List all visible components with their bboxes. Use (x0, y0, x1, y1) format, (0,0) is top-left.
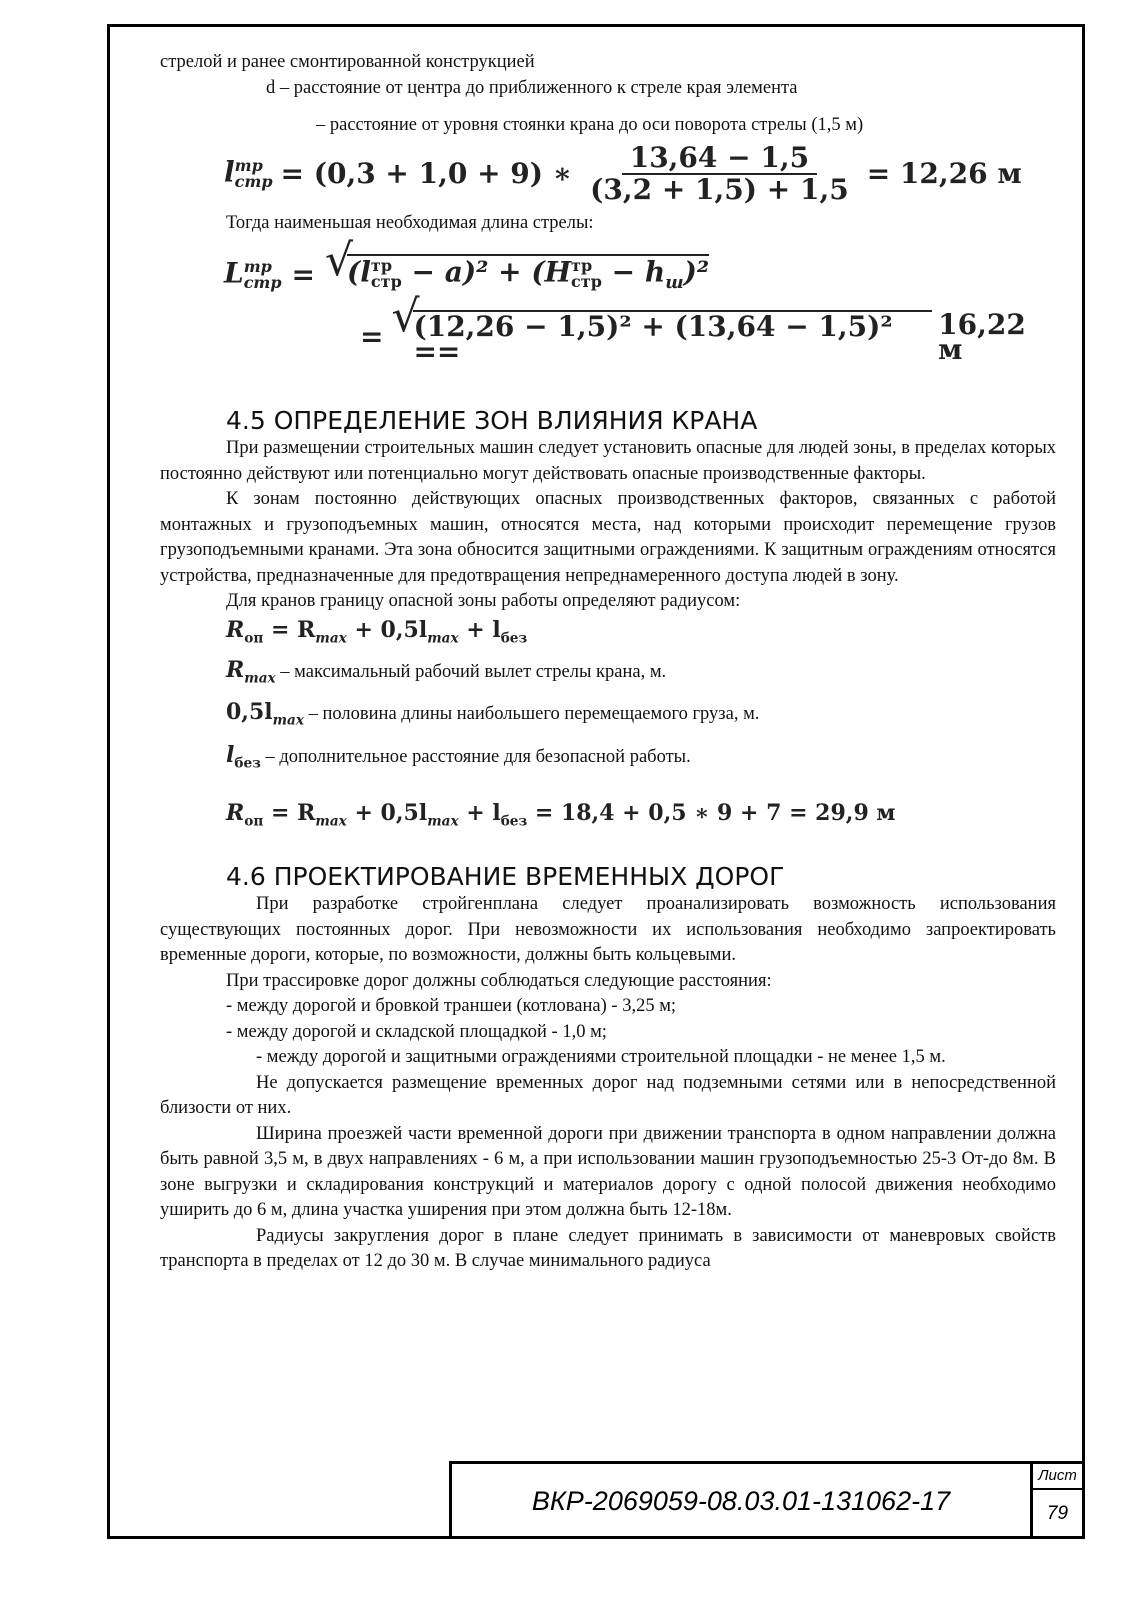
formula-symbol: L тр стр (224, 256, 282, 292)
formula-result: 16,22 м (938, 307, 1026, 366)
sqrt-body: (l тр стр − a)² + (H тр стр − $h_ш)^2$ (347, 254, 709, 297)
fraction-denominator: (3,2 + 1,5) + 1,5 (590, 172, 849, 206)
sheet-number: 79 (1046, 1503, 1069, 1524)
section-heading-4-6: 4.6 ПРОЕКТИРОВАНИЕ ВРЕМЕННЫХ ДОРОГ (226, 862, 785, 892)
text-line: – расстояние от уровня стоянки крана до оси поворота стрелы (1,5 м) (316, 115, 864, 135)
paragraph: Радиусы закругления дорог в плане следует принимать в зависимости от маневровых свойств транспорта в пределах от 12 до 30 м. В случае минимального радиуса (160, 1225, 1056, 1272)
list-item: - между дорогой и бровкой траншеи (котлована) - 3,25 м; (226, 996, 677, 1017)
text-line: Тогда наименьшая необходимая длина стрелы: (226, 212, 594, 233)
title-block (449, 1461, 1085, 1539)
paragraph: При трассировке дорог должны соблюдаться следующие расстояния: (226, 970, 772, 991)
formula-symbol: l тр стр (224, 155, 273, 191)
list-item: - между дорогой и складской площадкой - 1,0 м; (226, 1021, 607, 1042)
frame-tick (107, 1461, 110, 1539)
formula-sqrt (391, 290, 932, 368)
paragraph: Для кранов границу опасной зоны работы определяют радиусом: (226, 591, 741, 611)
definition-line: $l_{без}$ – дополнительное расстояние для безопасной работы. (226, 741, 691, 772)
definition-line: $0,5l_{max}$ – половина длины наибольшего перемещаемого груза, м. (226, 699, 760, 729)
formula-l-str (160, 143, 1056, 205)
formula-sqrt (325, 234, 710, 297)
paragraph: К зонам постоянно действующих опасных производственных факторов, связанных с работой монтажных и грузоподъемных машин, относятся места, над которыми происходит перемещение грузов грузоподъемными кранами. Эта зона обносится защитными ограждениями. К защитным ограждениям относятся устройства, предназначенные для предотвращения непреднамеренного доступа людей в зону. (160, 489, 1056, 586)
sqrt-sign: √ (391, 290, 420, 342)
paragraph: При разработке стройгенплана следует проанализировать возможность использования существующих постоянных дорог. При невозможности их использования необходимо запроектировать временные дороги, которые, по возможности, должны быть кольцевыми. (160, 894, 1056, 966)
definition-line: $R_{max}$ – максимальный рабочий вылет стрелы крана, м. (226, 656, 667, 687)
formula-eq: = (360, 320, 384, 354)
formula-L-calc (160, 290, 1056, 368)
fraction-numerator: 13,64 − 1,5 (622, 145, 817, 175)
paragraph: Не допускается размещение временных дорог над подземными сетями или в непосредственной близости от них. (160, 1072, 1056, 1119)
paragraph: При размещении строительных машин следует установить опасные для людей зоны, в пределах которых постоянно действуют или потенциально могут действовать опасные производственные факторы. (160, 438, 1056, 484)
sheet-cell (1030, 1464, 1082, 1539)
document-body (160, 50, 1056, 1275)
sheet-label: Лист (1033, 1464, 1082, 1490)
formula-result: = 12,26 м (866, 156, 1022, 190)
sqrt-body: (12,26 − 1,5)² + (13,64 − 1,5)² == (413, 310, 932, 365)
text-line: стрелой и ранее смонтированной конструкцией (160, 52, 535, 72)
formula-r-op-calc: $R_{оп} = R_{max} + 0,5l_{max} + l_{без} = 18,4 + 0,5$ ∗ 9 + 7 = 29,9 м (226, 800, 896, 830)
formula-fraction (582, 141, 857, 206)
formula-r-op: $R_{оп} = R_{max} + 0,5l_{max} + l_{без}$ (226, 616, 528, 646)
sqrt-sign: √ (325, 234, 354, 286)
formula-eq: = (291, 258, 316, 292)
text-line: d – расстояние от центра до приближенного к стреле края элемента (266, 77, 798, 98)
formula-L-str (160, 234, 1056, 310)
section-heading-4-5: 4.5 ОПРЕДЕЛЕНИЕ ЗОН ВЛИЯНИЯ КРАНА (226, 406, 758, 435)
document-code: ВКР-2069059-08.03.01-131062-17 (531, 1486, 951, 1516)
paragraph: Ширина проезжей части временной дороги при движении транспорта в одном направлении должна быть равной 3,5 м, в двух направлениях - 6 м, а при использовании машин грузоподъемностью 25-3 От-до 8м. В зоне выгрузки и складирования конструкций и материалов дорогу с одной полосой движения необходимо уширить до 6 м, длина участка уширения при этом должна быть 12-18м. (160, 1123, 1056, 1221)
list-item: - между дорогой и защитными ограждениями строительной площадки - не менее 1,5 м. (256, 1047, 946, 1068)
formula-part: = (0,3 + 1,0 + 9) ∗ (280, 156, 573, 190)
